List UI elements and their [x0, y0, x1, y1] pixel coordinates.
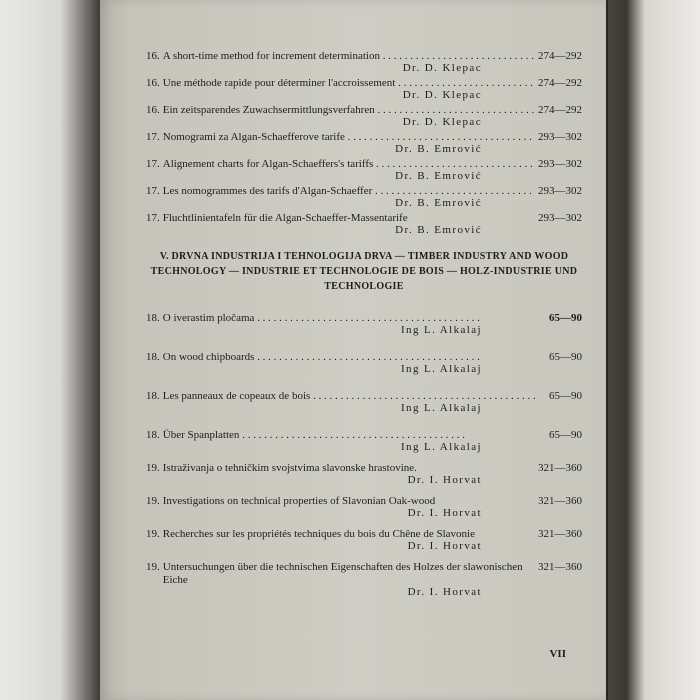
- entry-title: Untersuchungen über die technischen Eigenschaften des Holzes der slawonischen Eiche: [162, 561, 523, 586]
- entry-author: Ing L. Alkalaj: [400, 363, 482, 375]
- table-surface-left: [0, 0, 100, 700]
- entry-title: Ein zeitsparendes Zuwachsermittlungsverfahren . . .: [163, 104, 534, 117]
- entry-author: Dr. B. Emrović: [395, 143, 482, 155]
- entry-title: Les panneaux de copeaux de bois . . .: [163, 390, 545, 403]
- list-item: [146, 77, 582, 102]
- list-item: [146, 212, 582, 237]
- list-item: [146, 104, 582, 129]
- entry-author: Dr. D. Klepac: [402, 62, 482, 74]
- entry-number: 17.: [146, 212, 160, 224]
- entry-author: Dr. I. Horvat: [407, 474, 482, 486]
- entry-author: Dr. B. Emrović: [395, 197, 482, 209]
- entry-pages: 293—302: [538, 185, 582, 197]
- entry-number: 18.: [146, 312, 160, 324]
- entry-pages: 65—90: [549, 312, 582, 324]
- entry-number: 16.: [146, 77, 160, 89]
- entry-number: 19.: [146, 462, 160, 474]
- entry-number: 16.: [146, 50, 160, 62]
- list-item: [146, 495, 582, 520]
- entry-pages: 293—302: [538, 131, 582, 143]
- entry-title: Fluchtlinientafeln für die Algan-Schaeffer-Massentarife: [162, 212, 408, 224]
- entry-number: 17.: [146, 158, 160, 170]
- entry-author: Dr. B. Emrović: [395, 170, 482, 182]
- entry-pages: 65—90: [549, 429, 582, 441]
- list-item: [146, 312, 582, 337]
- entry-number: 19.: [146, 528, 160, 540]
- entry-author: Ing L. Alkalaj: [400, 441, 482, 453]
- entry-number: 19.: [146, 561, 160, 573]
- entry-author: Dr. B. Emrović: [395, 224, 482, 236]
- entry-number: 18.: [146, 390, 160, 402]
- entry-pages: 65—90: [549, 351, 582, 363]
- entry-title: Une méthode rapide pour déterminer l'accroissement . . .: [163, 77, 534, 90]
- entry-author: Dr. D. Klepac: [402, 116, 482, 128]
- entry-title: Alignement charts for Algan-Schaeffers's tariffs . . .: [163, 158, 534, 171]
- entry-number: 18.: [146, 429, 160, 441]
- entry-pages: 274—292: [538, 77, 582, 89]
- page-number: VII: [549, 648, 566, 660]
- entry-author: Dr. I. Horvat: [407, 586, 482, 598]
- entry-pages: 65—90: [549, 390, 582, 402]
- entry-title: Investigations on technical properties of Slavonian Oak-wood: [162, 495, 436, 507]
- entry-title: Über Spanplatten . . .: [163, 429, 545, 442]
- entry-title: Istraživanja o tehničkim svojstvima slavonske hrastovine.: [162, 462, 417, 474]
- entry-title: A short-time method for increment determination . . .: [163, 50, 534, 63]
- list-item: [146, 351, 582, 376]
- entry-title: O iverastim pločama . . .: [163, 312, 545, 325]
- entry-title: Recherches sur les propriétés techniques du bois du Chêne de Slavonie: [162, 528, 475, 540]
- table-surface-right: [608, 0, 700, 700]
- entry-pages: 274—292: [538, 50, 582, 62]
- entry-pages: 274—292: [538, 104, 582, 116]
- list-item: [146, 158, 582, 183]
- list-item: [146, 561, 582, 599]
- entry-title: Les nomogrammes des tarifs d'Algan-Schaeffer . . .: [163, 185, 534, 198]
- list-item: [146, 185, 582, 210]
- entry-number: 18.: [146, 351, 160, 363]
- entry-pages: 321—360: [538, 495, 582, 507]
- list-item: [146, 390, 582, 415]
- contents-list: [146, 50, 582, 601]
- entry-pages: 293—302: [538, 212, 582, 224]
- list-item: [146, 528, 582, 553]
- entry-author: Ing L. Alkalaj: [400, 402, 482, 414]
- entry-author: Dr. D. Klepac: [402, 89, 482, 101]
- entry-author: Ing L. Alkalaj: [400, 324, 482, 336]
- entry-number: 17.: [146, 131, 160, 143]
- entry-number: 17.: [146, 185, 160, 197]
- entry-number: 19.: [146, 495, 160, 507]
- list-item: [146, 462, 582, 487]
- entry-author: Dr. I. Horvat: [407, 540, 482, 552]
- entry-pages: 321—360: [538, 561, 582, 573]
- entry-pages: 293—302: [538, 158, 582, 170]
- entry-pages: 321—360: [538, 462, 582, 474]
- entry-title: On wood chipboards . . .: [163, 351, 545, 364]
- list-item: [146, 50, 582, 75]
- section-heading: V. DRVNA INDUSTRIJA I TEHNOLOGIJA DRVA — TIMBER INDUSTRY AND WOOD TECHNOLOGY — INDUSTRIE ET TECHNOLOGIE DE BOIS — HOLZ-INDUSTRIE UND TECHNOLOGIE: [150, 251, 578, 292]
- list-item: [146, 131, 582, 156]
- book-page: [100, 0, 606, 700]
- entry-pages: 321—360: [538, 528, 582, 540]
- list-item: [146, 429, 582, 454]
- entry-title: Nomogrami za Algan-Schaefferove tarife . . .: [163, 131, 534, 144]
- entry-number: 16.: [146, 104, 160, 116]
- entry-author: Dr. I. Horvat: [407, 507, 482, 519]
